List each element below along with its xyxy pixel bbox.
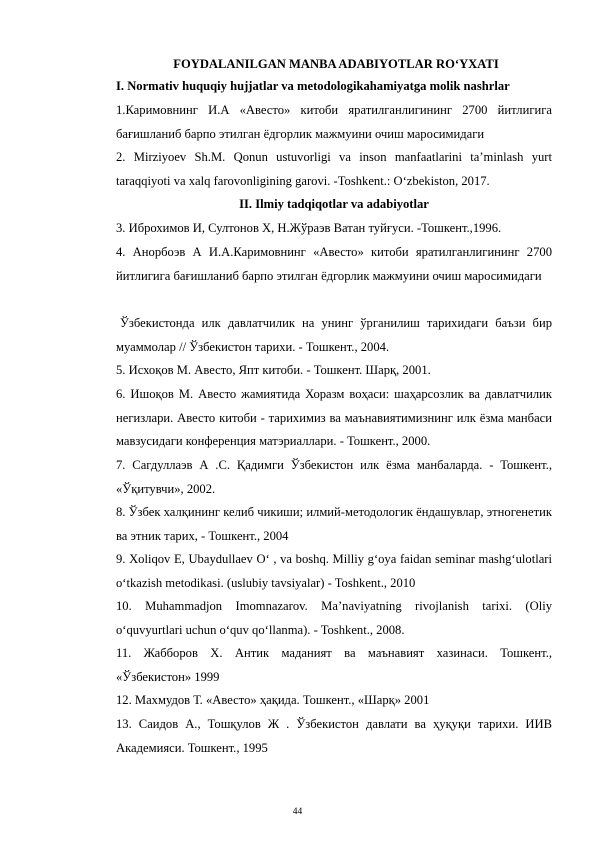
- reference-item-2: 2. Mirziyoev Sh.M. Qonun ustuvorligi va inson manfaatlarini ta’minlash yurt taraqqiyoti va xalq farovonligining garovi. -Toshkent.: O‘zbekiston, 2017.: [116, 150, 552, 188]
- section-heading-normative: I. Normativ huquqiy hujjatlar va metodologikahamiyatga molik nashrlar: [116, 79, 510, 93]
- reference-item-7: 7. Сагдуллаэв А .С. Қадимги Ўзбекистон илк ёзма манбаларда. - Тошкент., «Ўқитувчи», 2002.: [116, 458, 552, 496]
- reference-item-5: 5. Исхоқов М. Авесто, Япт китоби. - Тошкент. Шарқ, 2001.: [116, 363, 431, 377]
- reference-item-1: 1.Каримовнинг И.А «Авесто» китоби яратилганлигининг 2700 йитлигига бағишланиб барпо этилган ёдгорлик мажмуини очиш маросимидаги: [116, 103, 552, 141]
- reference-item-12: 12. Махмудов Т. «Авесто» ҳақида. Тошкент., «Шарқ» 2001: [116, 693, 430, 707]
- reference-item-4: 4. Анорбоэв А И.А.Каримовнинг «Авесто» китоби яратилганлигининг 2700 йитлигига бағишланиб барпо этилган ёдгорлик мажмуини очиш маросимидаги: [116, 245, 552, 283]
- page-number: 44: [292, 807, 303, 817]
- reference-item-4-continuation: Ўзбекистонда илк давлатчилик на унинг ўрганилиш тарихидаги баъзи бир муаммолар // Ўзбекистон тарихи. - Тошкент., 2004.: [116, 316, 552, 354]
- reference-item-6: 6. Ишоқов М. Авесто жамиятида Хоразм воҳаси: шаҳарсозлик ва давлатчилик негизлари. Авесто китоби - тарихимиз ва маънавиятимизнинг илк ёзма манбаси мавзусидаги конференция матэриаллари. - Тошкент., 2000.: [116, 387, 552, 449]
- reference-item-10: 10. Muhammadjon Imomnazarov. Ma’naviyatning rivojlanish tarixi. (Oliy o‘quvyurtlari uchun o‘quv qo‘llanma). - Toshkent., 2008.: [116, 599, 552, 637]
- reference-item-9: 9. Xoliqov E, Ubaydullaev O‘ , va boshq. Milliy g‘oya faidan seminar mashg‘ulotlari o‘tkazish metodikasi. (uslubiy tavsiyalar) - Toshkent., 2010: [116, 552, 552, 590]
- reference-item-11: 11. Жабборов X. Антик маданият ва маънавият хазинаси. Тошкент., «Ўзбекистон» 1999: [116, 646, 552, 684]
- reference-item-3: 3. Иброхимов И, Султонов Х, Н.Жўраэв Ватан туйғуси. -Тошкент.,1996.: [116, 221, 502, 235]
- section-heading-research: II. Ilmiy tadqiqotlar va adabiyotlar: [239, 197, 429, 211]
- reference-item-13: 13. Саидов А., Тошқулов Ж . Ўзбекистон давлати ва ҳуқуқи тарихи. ИИВ Академияси. Тошкент., 1995: [116, 717, 552, 755]
- reference-item-8: 8. Ўзбек халқининг келиб чикиши; илмий-методологик ёндашувлар, этногенетик ва этник тарих, - Тошкент., 2004: [116, 505, 552, 543]
- page-title: FOYDALANILGAN MANBA ADABIYOTLAR RO‘YXATI: [173, 57, 499, 71]
